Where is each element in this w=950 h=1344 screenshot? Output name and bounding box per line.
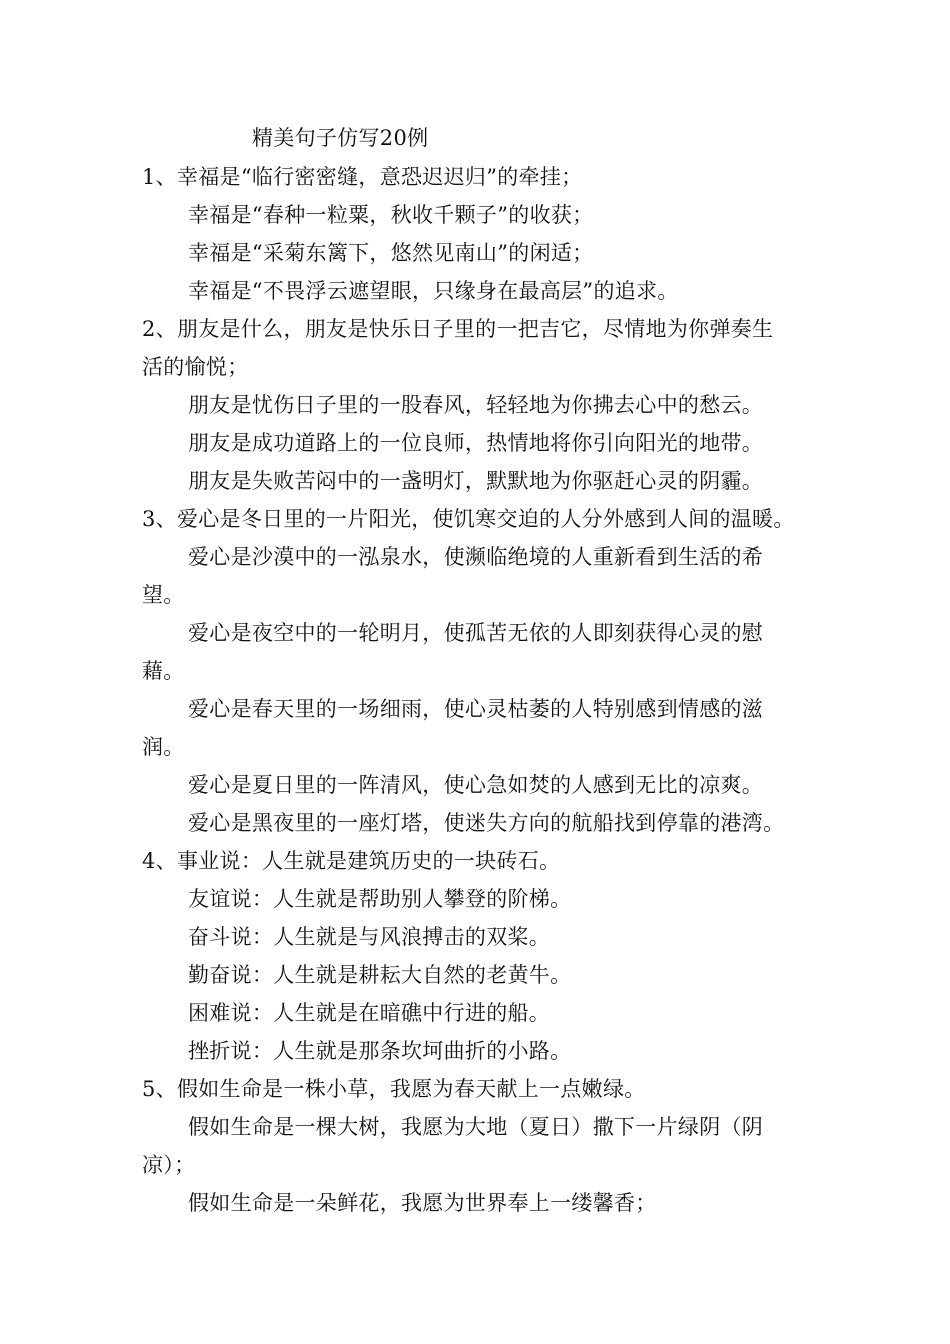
document-title: 精美句子仿写20例: [252, 126, 429, 150]
text-line: 假如生命是一朵鲜花，我愿为世界奉上一缕馨香；: [188, 1191, 657, 1215]
text-line: 4、事业说：人生就是建筑历史的一块砖石。: [142, 849, 561, 873]
text-line: 活的愉悦；: [142, 355, 249, 379]
text-line: 爱心是夏日里的一阵清风，使心急如焚的人感到无比的凉爽。: [188, 773, 764, 797]
text-line: 爱心是黑夜里的一座灯塔，使迷失方向的航船找到停靠的港湾。: [188, 811, 785, 835]
text-line: 幸福是“不畏浮云遮望眼，只缘身在最高层”的追求。: [188, 279, 679, 303]
text-line: 朋友是成功道路上的一位良师，热情地将你引向阳光的地带。: [188, 431, 764, 455]
text-line: 友谊说：人生就是帮助别人攀登的阶梯。: [188, 887, 572, 911]
text-line: 凉）；: [142, 1153, 196, 1177]
text-line: 望。: [142, 583, 185, 607]
text-line: 1、幸福是“临行密密缝，意恐迟迟归”的牵挂；: [142, 165, 583, 189]
text-line: 勤奋说：人生就是耕耘大自然的老黄牛。: [188, 963, 572, 987]
text-line: 幸福是“春种一粒粟，秋收千颗子”的收获；: [188, 203, 594, 227]
text-line: 藉。: [142, 659, 185, 683]
text-line: 困难说：人生就是在暗礁中行进的船。: [188, 1001, 551, 1025]
document-body: [142, 158, 822, 1222]
text-line: 奋斗说：人生就是与风浪搏击的双桨。: [188, 925, 551, 949]
text-line: 爱心是春天里的一场细雨，使心灵枯萎的人特别感到情感的滋: [188, 697, 764, 721]
text-line: 2、朋友是什么，朋友是快乐日子里的一把吉它，尽情地为你弹奏生: [142, 317, 774, 341]
text-line: 朋友是失败苦闷中的一盏明灯，默默地为你驱赶心灵的阴霾。: [188, 469, 764, 493]
text-line: 润。: [142, 735, 185, 759]
text-line: 挫折说：人生就是那条坎坷曲折的小路。: [188, 1039, 572, 1063]
text-line: 3、爱心是冬日里的一片阳光，使饥寒交迫的人分外感到人间的温暖。: [142, 507, 795, 531]
text-line: 5、假如生命是一株小草，我愿为春天献上一点嫩绿。: [142, 1077, 646, 1101]
text-line: 爱心是沙漠中的一泓泉水，使濒临绝境的人重新看到生活的希: [188, 545, 764, 569]
text-line: 爱心是夜空中的一轮明月，使孤苦无依的人即刻获得心灵的慰: [188, 621, 764, 645]
text-line: 幸福是“采菊东篱下，悠然见南山”的闲适；: [188, 241, 594, 265]
text-line: 假如生命是一棵大树，我愿为大地（夏日）撒下一片绿阴（阴: [188, 1115, 764, 1139]
text-line: 朋友是忧伤日子里的一股春风，轻轻地为你拂去心中的愁云。: [188, 393, 764, 417]
